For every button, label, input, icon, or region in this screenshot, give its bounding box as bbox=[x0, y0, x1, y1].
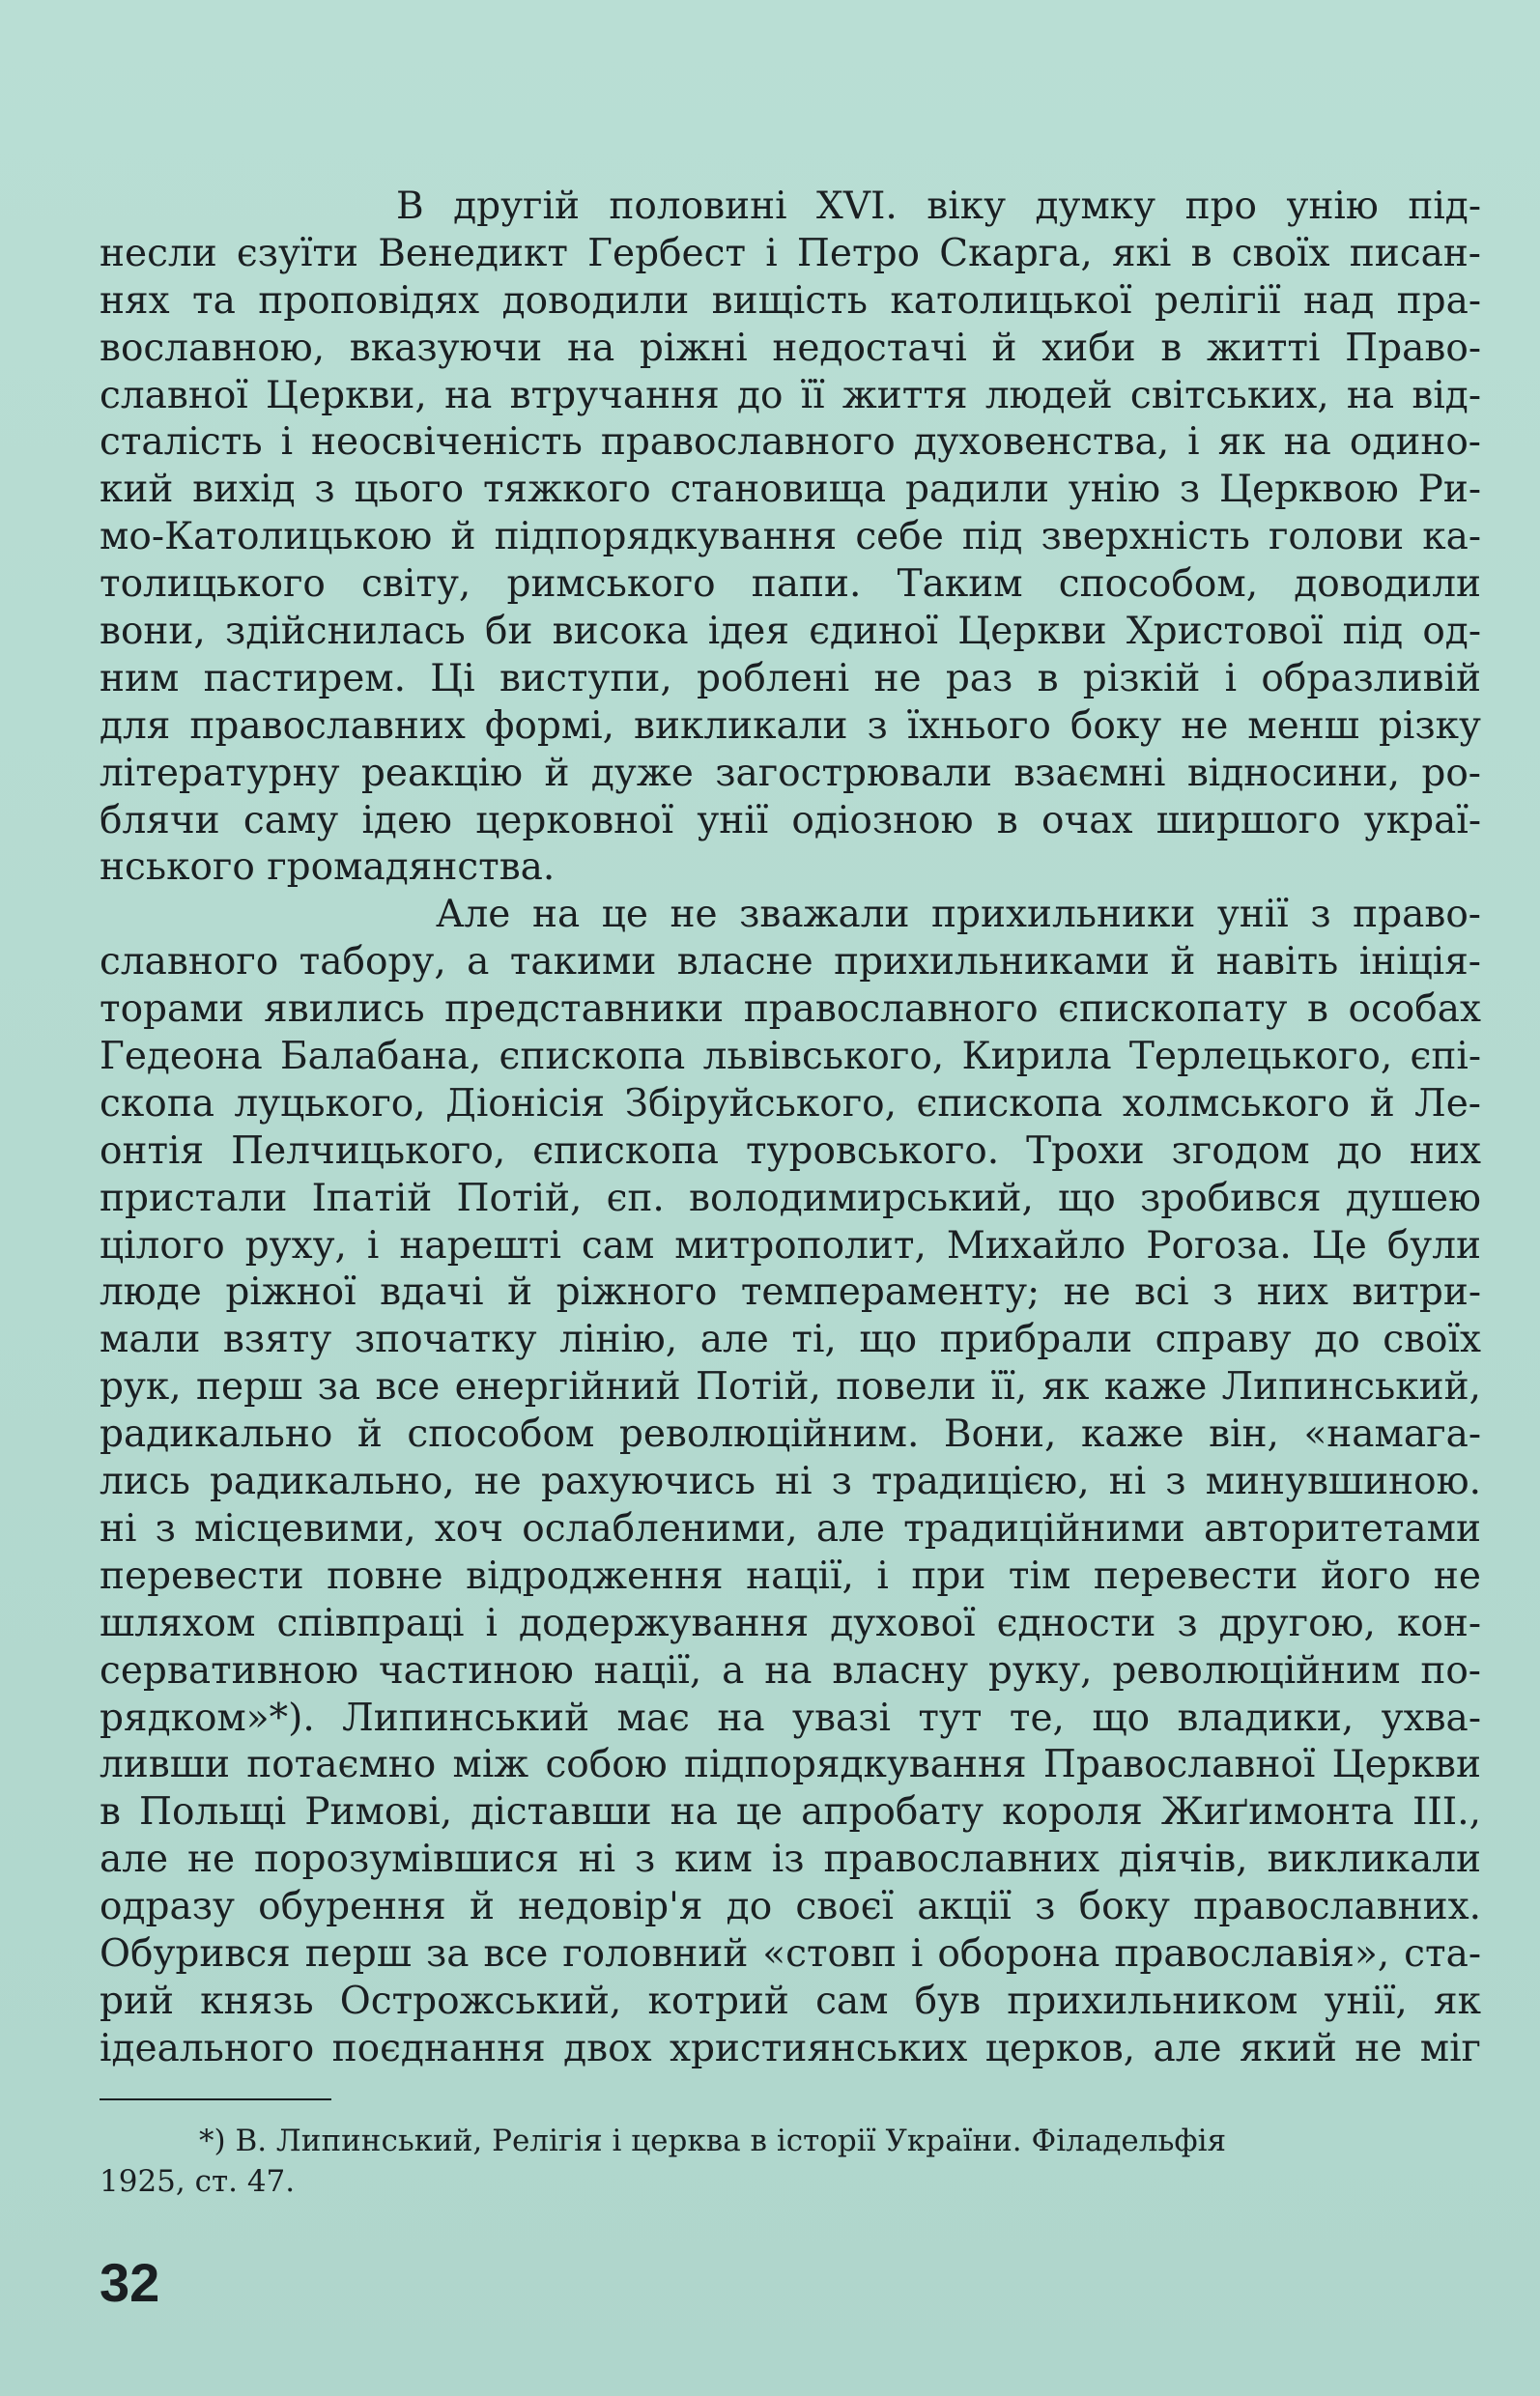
text-line: радикально й способом революційним. Вони, каже він, «намага- bbox=[100, 1412, 1481, 1457]
text-line: ним пастирем. Ці виступи, роблені не раз в різкій і образливій bbox=[100, 656, 1481, 700]
text-line: але не порозумівшися ні з ким із православних діячів, викликали bbox=[100, 1838, 1481, 1882]
text-line: несли єзуїти Венедикт Гербест і Петро Скарга, які в своїх писан- bbox=[100, 231, 1481, 275]
text-line: Але на це не зважали прихильники унії з право- bbox=[436, 893, 1481, 937]
text-line: блячи саму ідею церковної унії одіозною в очах ширшого украї- bbox=[100, 798, 1481, 842]
text-line: мо-Католицькою й підпорядкування себе під зверхність голови ка- bbox=[100, 515, 1481, 559]
text-line: нях та проповідях доводили вищість католицької релігії над пра- bbox=[100, 278, 1481, 323]
text-line: онтія Пелчицького, єпископа туровського. Трохи згодом до них bbox=[100, 1128, 1481, 1173]
text-line: ливши потаємно між собою підпорядкування Православної Церкви bbox=[100, 1743, 1481, 1787]
text-line: рий князь Острожський, котрий сам був прихильником унії, як bbox=[100, 1979, 1481, 2023]
text-line: В другій половині XVI. віку думку про унію під- bbox=[396, 185, 1481, 228]
text-line: в Польщі Римові, діставши на це апробату короля Жиґимонта III., bbox=[100, 1790, 1481, 1835]
page-number: 32 bbox=[100, 2252, 160, 2313]
text-line: торами явились представники православного єпископату в особах bbox=[100, 987, 1481, 1032]
text-line: одразу обурення й недовір'я до своєї акції з боку православних. bbox=[100, 1885, 1481, 1929]
text-line: сервативною частиною нації, а на власну руку, революційним по- bbox=[100, 1648, 1481, 1693]
text-line: ні з місцевими, хоч ослабленими, але традиційними авторитетами bbox=[100, 1506, 1481, 1551]
text-line: нського громадянства. bbox=[100, 845, 556, 890]
footnote-line: *) В. Липинський, Релігія і церква в історії України. Філадельфія bbox=[199, 2124, 1227, 2158]
paragraph-2 bbox=[100, 892, 1481, 2072]
text-line: для православних формі, викликали з їхнього боку не менш різку bbox=[100, 703, 1481, 748]
text-line: мали взяту зпочатку лінію, але ті, що прибрали справу до своїх bbox=[100, 1318, 1481, 1362]
main-text bbox=[100, 184, 1481, 2073]
text-line: скопа луцького, Діонісія Збіруйського, єпископа холмського й Ле- bbox=[100, 1081, 1481, 1126]
footnote bbox=[100, 2121, 1481, 2202]
text-line: вославною, вказуючи на ріжні недостачі й хиби в житті Право- bbox=[100, 326, 1481, 370]
text-line: сталість і неосвіченість православного духовенства, і як на одино- bbox=[100, 420, 1481, 465]
text-line: рук, перш за все енергійний Потій, повели її, як каже Липинський, bbox=[100, 1365, 1481, 1410]
text-line: люде ріжної вдачі й ріжного темпераменту; не всі з них витри- bbox=[100, 1270, 1481, 1315]
text-line: лись радикально, не рахуючись ні з традицією, ні з минувшиною. bbox=[100, 1460, 1481, 1504]
text-line: перевести повне відродження нації, і при тім перевести його не bbox=[100, 1554, 1481, 1598]
text-line: Обурився перш за все головний «стовп і оборона православія», ста- bbox=[100, 1931, 1481, 1976]
text-line: літературну реакцію й дуже загострювали взаємні відносини, ро- bbox=[100, 751, 1481, 795]
text-line: вони, здійснилась би висока ідея єдиної Церкви Христової під од- bbox=[100, 610, 1481, 654]
text-line: пристали Іпатій Потій, єп. володимирський, що зробився душею bbox=[100, 1176, 1481, 1220]
text-line: славного табору, а такими власне прихильниками й навіть ініція- bbox=[100, 940, 1481, 984]
text-line: славної Церкви, на втручання до її життя людей світських, на від- bbox=[100, 373, 1481, 417]
paragraph-1 bbox=[100, 184, 1481, 892]
text-line: толицького світу, римського папи. Таким способом, доводили bbox=[100, 562, 1481, 607]
text-line: Гедеона Балабана, єпископа львівського, Кирила Терлецького, єпі- bbox=[100, 1035, 1481, 1079]
text-line: кий вихід з цього тяжкого становища радили унію з Церквою Ри- bbox=[100, 468, 1481, 512]
footnote-divider bbox=[100, 2098, 331, 2100]
text-line: шляхом співпраці і додержування духової єдности з другою, кон- bbox=[100, 1601, 1481, 1645]
footnote-line: 1925, ст. 47. bbox=[100, 2164, 296, 2199]
text-line: рядком»*). Липинський має на увазі тут те, що владики, ухва- bbox=[100, 1696, 1481, 1740]
text-line: ідеального поєднання двох християнських церков, але який не міг bbox=[100, 2026, 1481, 2070]
text-line: цілого руху, і нарешті сам митрополит, Михайло Рогоза. Це були bbox=[100, 1223, 1481, 1268]
